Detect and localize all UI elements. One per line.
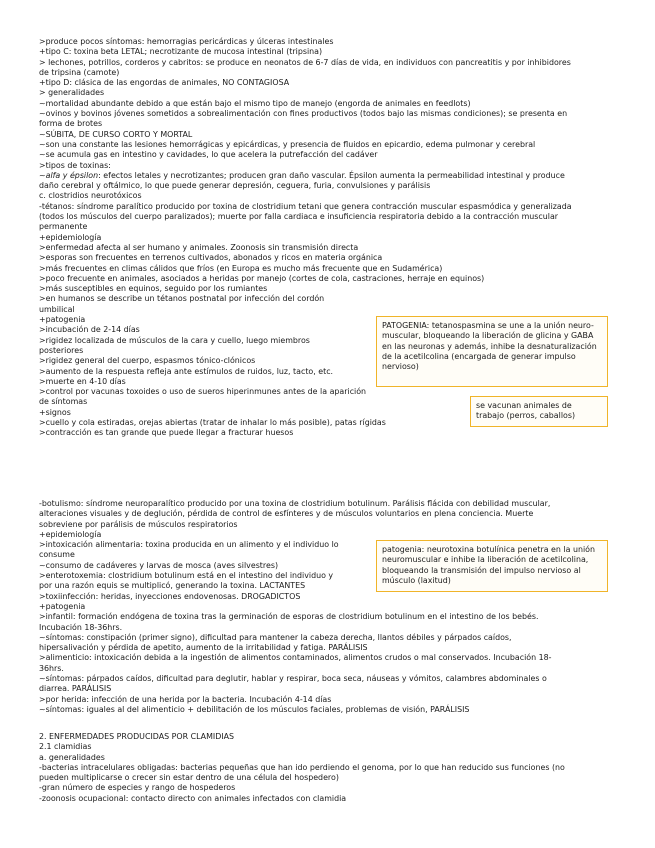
text-line: >rigidez localizada de músculos de la cara y cuello, luego miembros xyxy=(39,335,310,345)
text-line: ~se acumula gas en intestino y cavidades, lo que acelera la putrefacción del cadáver xyxy=(39,150,378,160)
text-line: >infantil: formación endógena de toxina tras la germinación de esporas de clostridium botulinum en el intestino de los bebés. xyxy=(39,612,539,622)
note-vacunacion xyxy=(470,396,608,427)
text-line: +epidemiología xyxy=(39,529,102,539)
text-line: ~síntomas: constipación (primer signo), dificultad para mantener la cabeza derecha, llantos débiles y párpados caídos, xyxy=(39,632,512,642)
text-line: diarrea. PARÁLISIS xyxy=(39,684,112,694)
text-line: >cuello y cola estiradas, orejas abiertas (tratar de inhalar lo más posible), patas rígidas xyxy=(39,417,386,427)
text-line: Incubación 18-36hrs. xyxy=(39,622,123,632)
text-line: >toxiinfección: heridas, inyecciones endovenosas. DROGADICTOS xyxy=(39,591,301,601)
text-line: +patogenia xyxy=(39,315,86,325)
text-line: ~alfa y épsilon: efectos letales y necrotizantes; producen gran daño vascular. Épsilon aumenta la permeabilidad intestinal y produce xyxy=(39,170,565,180)
text-line: ~ovinos y bovinos jóvenes sometidos a sobrealimentación con fines productivos (todos bajo las mismas condiciones); se presenta en xyxy=(39,109,568,119)
text-line: > generalidades xyxy=(39,88,105,98)
note-vacunacion-text: se vacunan animales de trabajo (perros, caballos) xyxy=(476,401,576,421)
note-patogenia-tetanos xyxy=(376,316,608,387)
text-line: por una razón equis se multiplicó, generando la toxina. LACTANTES xyxy=(39,581,306,591)
text-line: > lechones, potrillos, corderos y cabritos: se produce en neonatos de 6-7 días de vida, en individuos con pancreatitis y por inhibidores xyxy=(39,57,571,67)
text-line: 2.1 clamidias xyxy=(39,742,92,752)
text-line: >tipos de toxinas: xyxy=(39,160,111,170)
text-line: +epidemiología xyxy=(39,232,102,242)
text-line: >poco frecuente en animales, asociados a heridas por manejo (cortes de cola, castraciones, herraje en equinos) xyxy=(39,273,485,283)
text-line: sobreviene por parálisis de músculos respiratorios xyxy=(39,519,238,529)
text-line: -tétanos: síndrome paralítico producido por toxina de clostridium tetani que genera contracción muscular espasmódica y generalizada xyxy=(39,201,572,211)
text-line: 36hrs. xyxy=(39,663,64,673)
text-line: >por herida: infección de una herida por la bacteria. Incubación 4-14 días xyxy=(39,694,332,704)
text-line: ~síntomas: párpados caídos, dificultad para deglutir, hablar y respirar, boca seca, náuseas y vómitos, calambres abdominales o xyxy=(39,674,547,684)
text-line: ~síntomas: iguales al del alimenticio + debilitación de los músculos faciales, problemas de visión, PARÁLISIS xyxy=(39,704,470,714)
text-line: a. generalidades xyxy=(39,752,105,762)
text-line: de síntomas xyxy=(39,397,88,407)
text-line: >enterotoxemia: clostridium botulinum está en el intestino del individuo y xyxy=(39,571,334,581)
text-line: ~consumo de cadáveres y larvas de mosca (aves silvestres) xyxy=(39,560,279,570)
text-line: consume xyxy=(39,550,75,560)
text-line: >aumento de la respuesta refleja ante estímulos de ruidos, luz, tacto, etc. xyxy=(39,366,334,376)
text-line: >enfermedad afecta al ser humano y animales. Zoonosis sin transmisión directa xyxy=(39,242,359,252)
text-line: >más frecuentes en climas cálidos que fríos (en Europa es mucho más frecuente que en Sudamérica) xyxy=(39,263,443,273)
text-line: -gran número de especies y rango de hospederos xyxy=(39,783,236,793)
text-line: >control por vacunas toxoides o uso de sueros hiperinmunes antes de la aparición xyxy=(39,387,367,397)
text-section-botulismo xyxy=(39,499,552,715)
text-line: >contracción es tan grande que puede llegar a fracturar huesos xyxy=(39,428,294,438)
text-line: alteraciones visuales y de deglución, pérdida de control de esfínteres y de músculos voluntarios en plena conciencia. Muerte xyxy=(39,509,534,519)
text-line: >más susceptibles en equinos, seguido por los rumiantes xyxy=(39,284,268,294)
text-line: -bacterias intracelulares obligadas: bacterias pequeñas que han ido perdiendo el genoma, por lo que han reducido sus funciones (no xyxy=(39,762,565,772)
text-section-clamidias xyxy=(39,732,565,804)
text-line: +patogenia xyxy=(39,601,86,611)
text-line: +tipo D: clásica de las engordas de animales, NO CONTAGIOSA xyxy=(39,78,290,88)
note-patogenia-botulismo xyxy=(376,540,608,592)
text-line: de tripsina (camote) xyxy=(39,67,120,77)
text-line: -zoonosis ocupacional: contacto directo con animales infectados con clamidia xyxy=(39,793,347,803)
text-line: ~mortalidad abundante debido a que están bajo el mismo tipo de manejo (engorda de animales en feedlots) xyxy=(39,98,471,108)
text-line: posteriores xyxy=(39,345,84,355)
text-line: >intoxicación alimentaria: toxina producida en un alimento y el individuo lo xyxy=(39,540,339,550)
text-line: -botulismo: síndrome neuroparalítico producido por una toxina de clostridium botulinum. Parálisis flácida con debilidad muscular, xyxy=(39,499,551,508)
text-line: 2. ENFERMEDADES PRODUCIDAS POR CLAMIDIAS xyxy=(39,732,235,741)
text-line: >esporas son frecuentes en terrenos cultivados, abonados y ricos en materia orgánica xyxy=(39,253,383,263)
note-patogenia-tetanos-text: PATOGENIA: tetanospasmina se une a la unión neuro-muscular, bloqueando la liberación de glicina y GABA en las neuronas y además, inhibe la desnaturalización de la acetilcolina (encargada de generar impulso nervioso) xyxy=(382,321,597,372)
text-line: >alimenticio: intoxicación debida a la ingestión de alimentos contaminados, alimentos crudos o mal conservados. Incubación 18- xyxy=(39,653,552,663)
text-line: (todos los músculos del cuerpo paralizados); muerte por falla cardiaca e insuficiencia respiratoria debido a la contracción muscular xyxy=(39,212,559,222)
note-patogenia-botulismo-text: patogenia: neurotoxina botulínica penetra en la unión neuromuscular e inhibe la liberación de acetilcolina, bloqueando la transmisión del impulso nervioso al músculo (laxitud) xyxy=(382,545,595,585)
text-line: >produce pocos síntomas: hemorragias pericárdicas y úlceras intestinales xyxy=(39,37,334,46)
text-line: pueden multiplicarse o crecer sin estar dentro de una célula del hospedero) xyxy=(39,773,339,783)
text-line: +tipo C: toxina beta LETAL; necrotizante de mucosa intestinal (tripsina) xyxy=(39,47,323,57)
text-line: >incubación de 2-14 días xyxy=(39,325,140,335)
text-line: ~son una constante las lesiones hemorrágicas y epicárdicas, y presencia de fluidos en epicardio, edema pulmonar y cerebral xyxy=(39,139,536,149)
text-line: c. clostridios neurotóxicos xyxy=(39,191,142,201)
text-line: +signos xyxy=(39,407,71,417)
text-line: >rigidez general del cuerpo, espasmos tónico-clónicos xyxy=(39,356,256,366)
text-line: >en humanos se describe un tétanos postnatal por infección del cordón xyxy=(39,294,325,304)
text-line: hipersalivación y pérdida de apetito, aumento de la irritabilidad y fatiga. PARÁLISIS xyxy=(39,643,368,653)
text-line: daño cerebral y oftálmico, lo que puede generar depresión, ceguera, furia, convulsiones y parálisis xyxy=(39,181,431,191)
text-line: permanente xyxy=(39,222,88,232)
text-line: ~SÚBITA, DE CURSO CORTO Y MORTAL xyxy=(39,129,193,139)
text-line: umbilical xyxy=(39,304,75,314)
text-line: forma de brotes xyxy=(39,119,103,129)
text-line: >muerte en 4-10 días xyxy=(39,376,126,386)
